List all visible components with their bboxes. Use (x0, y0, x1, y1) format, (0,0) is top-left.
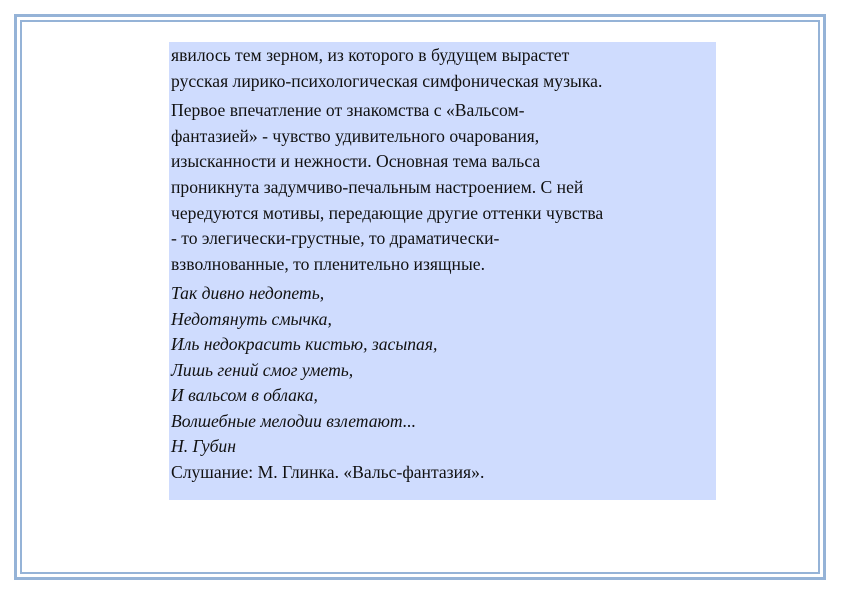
poem-line: Волшебные мелодии взлетают... (171, 410, 417, 431)
poem-line: Лишь гений смог уметь, (171, 359, 354, 380)
poem-author: Н. Губин (171, 436, 236, 457)
paragraph-impression: Первое впечатление от знакомства с «Вальсом- фантазией» - чувство удивительного очарования, изысканности и нежности. Основная тема вальса проникнута задумчиво-печальным настроением. С ней чередуются мотивы, передающие другие оттенки чувства - то элегически-грустные, то драматически- взволнованные, то пленительно изящные. (171, 100, 604, 274)
poem-line: Иль недокрасить кистью, засыпая, (171, 334, 438, 355)
poem-line: Недотянуть смычка, (171, 308, 332, 329)
poem-line: И вальсом в облака, (171, 385, 318, 406)
text-box (169, 42, 716, 500)
listening-note: Слушание: М. Глинка. «Вальс-фантазия». (171, 461, 485, 482)
poem-line: Так дивно недопеть, (171, 283, 325, 304)
paragraph-intro: явилось тем зерном, из которого в будущем вырастет русская лирико-психологическая симфоническая музыка. (171, 45, 603, 91)
poem (171, 281, 714, 485)
